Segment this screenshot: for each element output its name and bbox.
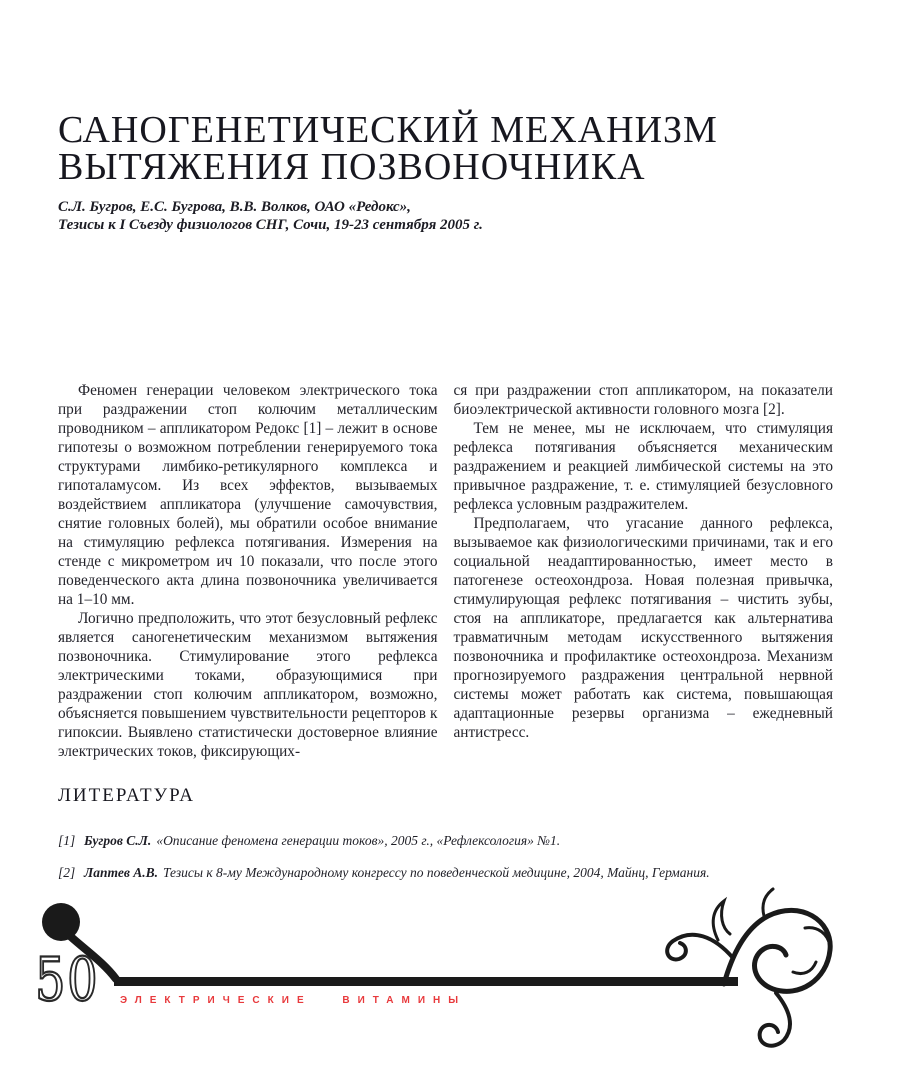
article-title <box>58 109 818 188</box>
reference-item <box>58 833 848 848</box>
paragraph: Тем не менее, мы не исключаем, что стимуляция рефлекса потягивания объясняется механическим раздражением и реакцией лимбической системы на это привычное раздражение, т. е. стимуляцией безусловного рефлекса условным раздражителем. <box>453 420 833 513</box>
reference-marker: [2] <box>58 865 76 880</box>
byline <box>58 199 758 234</box>
literature-heading: ЛИТЕРАТУРА <box>58 785 195 806</box>
ball-finial-icon <box>42 903 80 941</box>
article-title-line-1: САНОГЕНЕТИЧЕСКИЙ МЕХАНИЗМ <box>58 109 718 151</box>
footer-rule <box>114 977 738 986</box>
text-column-left <box>58 381 438 761</box>
reference-body <box>84 865 710 880</box>
literature-section <box>58 785 848 897</box>
series-title: ЭЛЕКТРИЧЕСКИЕ ВИТАМИНЫ <box>120 995 467 1006</box>
reference-author: Бугров С.Л. <box>84 833 152 848</box>
reference-body <box>84 833 560 848</box>
scroll-flourish-icon <box>667 889 830 1046</box>
byline-source: Тезисы к I Съезду физиологов СНГ, Сочи, 19-23 сентября 2005 г. <box>58 216 483 233</box>
reference-item <box>58 865 848 880</box>
reference-text: «Описание феномена генерации токов», 2005 г., «Рефлексология» №1. <box>156 833 561 848</box>
byline-authors: С.Л. Бугров, Е.С. Бугрова, В.В. Волков, ОАО «Редокс», <box>58 199 411 215</box>
reference-marker: [1] <box>58 833 76 848</box>
reference-text: Тезисы к 8-му Международному конгрессу по поведенческой медицине, 2004, Майнц, Германия. <box>163 865 710 880</box>
page-number: 50 <box>35 945 100 1015</box>
paragraph: Феномен генерации человеком электрического тока при раздражении стоп колючим металлическим проводником – аппликатором Редокс [1] – лежит в основе гипотезы о возможном потреблении генерируемого тока структурами лимбико-ретикулярного комплекса и гипоталамусом. Из всех эффектов, вызываемых воздействием аппликатора (улучшение самочувствия, снятие головных болей), мы обратили особое внимание на стимуляцию рефлекса потягивания. Измерения на стенде с микрометром ич 10 показали, что после этого поведенческого акта длина позвоночника увеличивается на 1–10 мм. <box>58 382 438 608</box>
paragraph: Предполагаем, что угасание данного рефлекса, вызываемое как физиологическими причинами, так и его социальной неадаптированностью, имеет место в патогенезе остеохондроза. Новая полезная привычка, стимулирующая рефлекс потягивания – чистить зубы, стоя на аппликаторе, предлагается как альтернатива травматичным методам искусственного вытяжения позвоночника и профилактике остеохондроза. Механизм прогнозируемого раздражения центральной нервной системы может работать как система, повышающая адаптационные резервы организма – ежедневный антистресс. <box>453 515 833 741</box>
paragraph: Логично предположить, что этот безусловный рефлекс является саногенетическим механизмом вытяжения позвоночника. Стимулирование этого рефлекса электрическими токами, образующимися при раздражении стоп колючим аппликатором, возможно, объясняется повышением чувствительности рецепторов к гипоксии. Выявлено статистически достоверное влияние электрических токов, фиксирующих- <box>58 610 438 760</box>
article-title-line-2: ВЫТЯЖЕНИЯ ПОЗВОНОЧНИКА <box>58 146 646 188</box>
text-column-right <box>454 381 834 761</box>
paragraph-continuation: ся при раздражении стоп аппликатором, на показатели биоэлектрической активности головного мозга [2]. <box>453 382 833 418</box>
body-text <box>58 381 833 761</box>
reference-author: Лаптев А.В. <box>84 865 158 880</box>
